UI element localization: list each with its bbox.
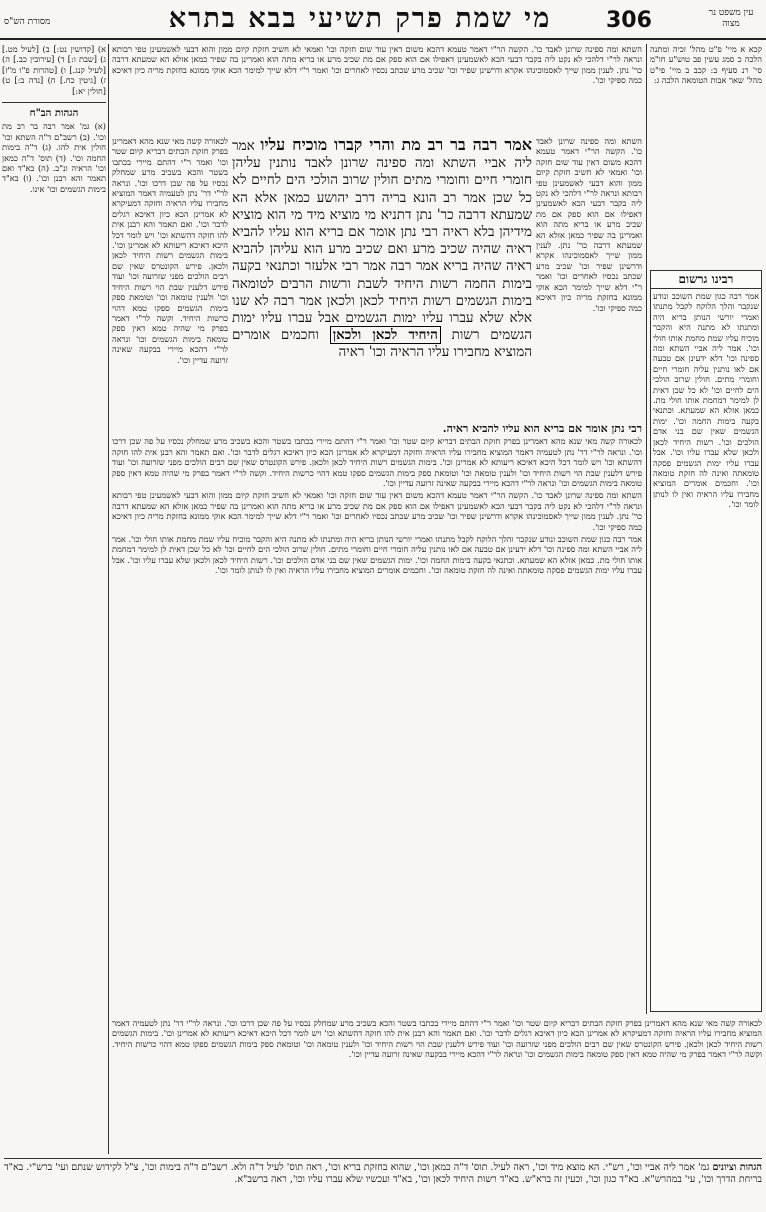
bottom-commentary	[112, 1018, 762, 1158]
hagahot-heading: הגהות הב"ח	[29, 108, 79, 120]
left-margin-column	[2, 44, 106, 1149]
gemara-boxed-phrase: היחיד לכאן ולכאן	[330, 326, 441, 344]
tosafot-body-cont: השתא ומה ספינה שרונן לאבד כו'. הקשה הר"י דאמר טעמא דהכא משום דאין עוד שום חזקה וכו' ואמאי לא חשיב חזקת קיום ממון והוא דבעי לאשמעינן טפי רבותא ונראה לר"י דלהכי לא נקט ליה בקבר דבעי הכא לאשמעינן דאפילו אם הוא ספק אם מת שכיב מרע או בריא מתה הוא ואמרינן בה שפיר כמאן אזלא הא שמעתא דרבה כר' נתן. לענין ממון שייך לאסמוכינהו אקרא ודרשינן שפיר וכו' שכיב מרע שכתב נכסיו לאחרים וכו' ואמר ר"י דלא שייך למימר הכא אוקי ממונא בחזקת מריה כיון דאיכא כמה ספיקי וכו'.	[112, 490, 642, 532]
rabbeinu-gershom-box	[650, 270, 762, 1012]
right-column-divider	[646, 44, 647, 1014]
masoret-hashas-notes: א) [קדושין נט:] ב) [לעיל מט.] ג) [שבת ו:] ד) [עירובין כב.] ה) [לעיל קנג.] ו) [טהרות פ"ו מ"ז] ז) [גיטין כח.] ח) [נדה ב:] ט) [חולין יא:]	[2, 44, 106, 96]
gemara-body: אמר ליה אביי השתא ומה ספינה שרונן לאבד נותנין עליהן חומרי חיים וחומרי מתים חולין שרוב הולכי הים לחיים לא כל שכן אמר רב הונא בריה דרב יהושע כמאן אלא הא שמעתא דרבה כר' נתן דתניא מי מוציא מיד מי הוא מוציא מידיהן בלא ראיה רבי נתן אומר אם בריא הוא עליו להביא ראיה שהיה שכיב מרע ואם שכיב מרע הוא עליהן להביא ראיה שהיה בריא אמר רבה אמר רבי אלעזר וכתנאי בקעה בימות החמה רשות היחיד לשבת ורשות הרבים לטומאה בימות הגשמים רשות היחיד לכאן ולכאן אמר רבה לא שנו אלא שלא עברו עליו ימות הגשמים אבל עברו עליו ימות הגשמים רשות	[232, 138, 532, 344]
header-rule	[0, 38, 766, 40]
tosafot-heading: רבי נתן אומר אם בריא הוא עליו להביא ראיה.	[442, 424, 642, 435]
footer-text: גמ' אמר ליה אביי וכו', רש"י. הא מוצא מיד וכו', ראה לעיל. תוס' ד"ה כמאן וכו', שהוא בחזקת בריא וכו', ראה תוס' לעיל ד"ה ולא. רשב"ם ד"ה בימות וכו', צ"ל לקידוש שנתם ועי' ברש"י. בא"ד בריחת הדרך וכו', עי' במהרש"א. בא"ד כגון וכו', וכעין זה ברא"ש. בא"ד רשות היחיד לכאן וכו', בא"ד ועכשיו שלא עברו עליו וכו', ראה ברשב"א.	[4, 1162, 762, 1185]
tosafot-body-cont2: אמר רבה כגון שמת השוכב ונודע שנקבר והלך הלוקח לקבל מתנתו ואמרי יורשי הנותן בריא היה ומתנתו לא מתנה היא והקבר מוכיח עליו שמת מחמת אותו חולי וכו'. אמר ליה אביי השתא ומה ספינה וכו' דלא ידעינן אם טבעה אם לאו נותנין עליה חומרי חיים וחומרי מתים. חולין שרוב הולכי הים לחיים וכו' לא כל שכן דאית לן למימר דמחמת אותו חולי מת. כמאן אזלא הא שמעתא. וכתנאי בקעה בימות החמה וכו'. ימות הגשמים שאין שם בני אדם הולכים וכו'. רשות היחיד לכאן ולכאן שלא עברו עליו וכו'. אבל עברו עליו ימות הגשמים פסקה טומאתה ואינה לה חזקת טומאה וכו'. וחכמים אומרים המוציא מחבירו עליו הראיה ואין לו לנותן לומר וכו'.	[112, 534, 642, 576]
divider	[2, 102, 106, 103]
rashbam-top-text: השתא ומה ספינה שרונן לאבד כו'. הקשה הר"י דאמר טעמא דהכא משום דאין עוד שום חזקה וכו' ואמאי לא חשיב חזקת קיום ממון והוא דבעי לאשמעינן טפי רבותא ונראה לר"י דלהכי לא נקט ליה בקבר דבעי הכא לאשמעינן דאפילו אם הוא ספק אם מת שכיב מרע או בריא מתה הוא ואמרינן בה שפיר כמאן אזלא הא שמעתא דרבה כר' נתן. לענין ממון שייך לאסמוכינהו אקרא ודרשינן שפיר וכו' שכיב מרע שכתב נכסיו לאחרים וכו' ואמר ר"י דלא שייך למימר הכא אוקי ממונא בחזקת מריה כיון דאיכא כמה ספיקי וכו'.	[112, 44, 642, 86]
gemara-tail: וחכמים אומרים המוציא מחבירו עליו הראיה וכו' ראיה	[232, 327, 532, 361]
hagahot-habach: (א) גמ' אמר רבה בר רב מת וכו'. (ב) רשב"ם ד"ה השתא וכו' חולין אית להו. (ג) ד"ה בימות החמה וכו'. (ד) תוס' ד"ה כמאן וכו' הראיה ונ"ב. (ה) בא"ד ואם תאמר והא רבנן וכו'. (ו) בא"ד בימות הגשמים וכו' אינו.	[2, 121, 106, 194]
footer-label: הגהות וציונים	[712, 1162, 762, 1173]
footer-rule	[4, 1158, 762, 1159]
page-header	[0, 0, 766, 40]
rashbam-upper-right	[536, 136, 642, 418]
gemara-lead: אמר רבה בר רב מת והרי קברו מוכיח עליו	[260, 136, 532, 154]
page-number: 306	[606, 8, 652, 33]
tosafot-main	[112, 424, 642, 1014]
page-title: מי שמת פרק תשיעי בבא בתרא	[168, 3, 552, 34]
ein-mishpat-label: עין משפט נר מצוה	[708, 8, 754, 29]
footer-notes	[4, 1162, 762, 1210]
gemara-main-text	[232, 136, 532, 418]
masoret-hashas-label: מסורת הש"ס	[4, 17, 51, 27]
tosafot-body: לכאורה קשה מאי שנא מהא דאמרינן בפרק חזקת הבתים דבריא קיום שטר וכו' ואמר ר"י דהתם מיירי בכתבו בשטר והכא בשכיב מרע שמחלק נכסיו על פה שכן דרכו וכו'. ונראה לר"י דר' נתן לטעמיה דאמר המוציא מחבירו עליו הראיה וחזקה דמעיקרא לא אמרינן הכא כיון דאיכא רגלים לדבר וכו'. ואם תאמר והא רבנן אית להו חזקה דהשתא וכו' ויש לומר דכל היכא דאיכא ריעותא לא אמרינן וכו'. בימות הגשמים רשות היחיד לכאן ולכאן. פירש הקונטרס שאין שם רבים הולכים מפני שזרועה וכו' ועוד פירש דלענין שבת הוי רשות היחיד וכו' ולענין טומאה וכו' וטומאת ספק בימות הגשמים ספקו טמא דהוי כרשות היחיד. וקשה לר"י דאמר בפרק מי שהיה טמא דאין ספק טומאה בימות הגשמים וכו' ונראה לר"י דהכא מיירי בבקעה שאינה זרועה עדיין וכו'.	[112, 436, 642, 489]
ein-mishpat-text: קכא א מיי' פ"ט מהל' זכיה ומתנה הלכה כ סמג עשין פב טוש"ע חו"מ סי' רנ סעיף ב: קכב ב מיי' פי"ט מהל' שאר אבות הטומאה הלכה ג:	[650, 44, 762, 86]
rabbeinu-gershom-heading: רבינו גרשום	[651, 271, 761, 289]
tosafot-upper-left	[112, 136, 228, 418]
left-column-divider	[108, 44, 109, 1154]
tosafot-upper-text: לכאורה קשה מאי שנא מהא דאמרינן בפרק חזקת הבתים דבריא קיום שטר וכו' ואמר ר"י דהתם מיירי בכתבו בשטר והכא בשכיב מרע שמחלק נכסיו על פה שכן דרכו וכו'. ונראה לר"י דר' נתן לטעמיה דאמר המוציא מחבירו עליו הראיה וחזקה דמעיקרא לא אמרינן הכא כיון דאיכא רגלים לדבר וכו'. ואם תאמר והא רבנן אית להו חזקה דהשתא וכו' ויש לומר דכל היכא דאיכא ריעותא לא אמרינן וכו'. בימות הגשמים רשות היחיד לכאן ולכאן. פירש הקונטרס שאין שם רבים הולכים מפני שזרועה וכו' ועוד פירש דלענין שבת הוי רשות היחיד וכו' ולענין טומאה וכו' וטומאת ספק בימות הגשמים ספקו טמא דהוי כרשות היחיד. וקשה לר"י דאמר בפרק מי שהיה טמא דאין ספק טומאה בימות הגשמים וכו' ונראה לר"י דהכא מיירי בבקעה שאינה זרועה עדיין וכו'.	[112, 136, 228, 365]
rashbam-top-block	[112, 44, 642, 134]
rashbam-upper-right-text: השתא ומה ספינה שרונן לאבד כו'. הקשה הר"י דאמר טעמא דהכא משום דאין עוד שום חזקה וכו' ואמאי לא חשיב חזקת קיום ממון והוא דבעי לאשמעינן טפי רבותא ונראה לר"י דלהכי לא נקט ליה בקבר דבעי הכא לאשמעינן דאפילו אם הוא ספק אם מת שכיב מרע או בריא מתה הוא ואמרינן בה שפיר כמאן אזלא הא שמעתא דרבה כר' נתן. לענין ממון שייך לאסמוכינהו אקרא ודרשינן שפיר וכו' שכיב מרע שכתב נכסיו לאחרים וכו' ואמר ר"י דלא שייך למימר הכא אוקי ממונא בחזקת מריה כיון דאיכא כמה ספיקי וכו'.	[536, 136, 642, 313]
rabbeinu-gershom-text: אמר רבה כגון שמת השוכב ונודע שנקבר והלך הלוקח לקבל מתנתו ואמרי יורשי הנותן בריא היה ומתנתו לא מתנה היא והקבר מוכיח עליו שמת מחמת אותו חולי וכו'. אמר ליה אביי השתא ומה ספינה וכו' דלא ידעינן אם טבעה אם לאו נותנין עליה חומרי חיים וחומרי מתים. חולין שרוב הולכי הים לחיים וכו' לא כל שכן דאית לן למימר דמחמת אותו חולי מת. כמאן אזלא הא שמעתא. וכתנאי בקעה בימות החמה וכו'. ימות הגשמים שאין שם בני אדם הולכים וכו'. רשות היחיד לכאן ולכאן שלא עברו עליו וכו'. אבל עברו עליו ימות הגשמים פסקה טומאתה ואינה לה חזקת טומאה וכו'. וחכמים אומרים המוציא מחבירו עליו הראיה ואין לו לנותן לומר וכו'.	[653, 291, 759, 510]
ein-mishpat-block	[650, 44, 762, 124]
bottom-commentary-text: לכאורה קשה מאי שנא מהא דאמרינן בפרק חזקת הבתים דבריא קיום שטר וכו' ואמר ר"י דהתם מיירי בכתבו בשטר והכא בשכיב מרע שמחלק נכסיו על פה שכן דרכו וכו'. ונראה לר"י דר' נתן לטעמיה דאמר המוציא מחבירו עליו הראיה וחזקה דמעיקרא לא אמרינן הכא כיון דאיכא רגלים לדבר וכו'. ואם תאמר והא רבנן אית להו חזקה דהשתא וכו' ויש לומר דכל היכא דאיכא ריעותא לא אמרינן וכו'. בימות הגשמים רשות היחיד לכאן ולכאן. פירש הקונטרס שאין שם רבים הולכים מפני שזרועה וכו' ועוד פירש דלענין שבת הוי רשות היחיד וכו' ולענין טומאה וכו' וטומאת ספק בימות הגשמים ספקו טמא דהוי כרשות היחיד. וקשה לר"י דאמר בפרק מי שהיה טמא דאין ספק טומאה בימות הגשמים וכו' ונראה לר"י דהכא מיירי בבקעה שאינה זרועה עדיין וכו'.	[112, 1018, 762, 1060]
